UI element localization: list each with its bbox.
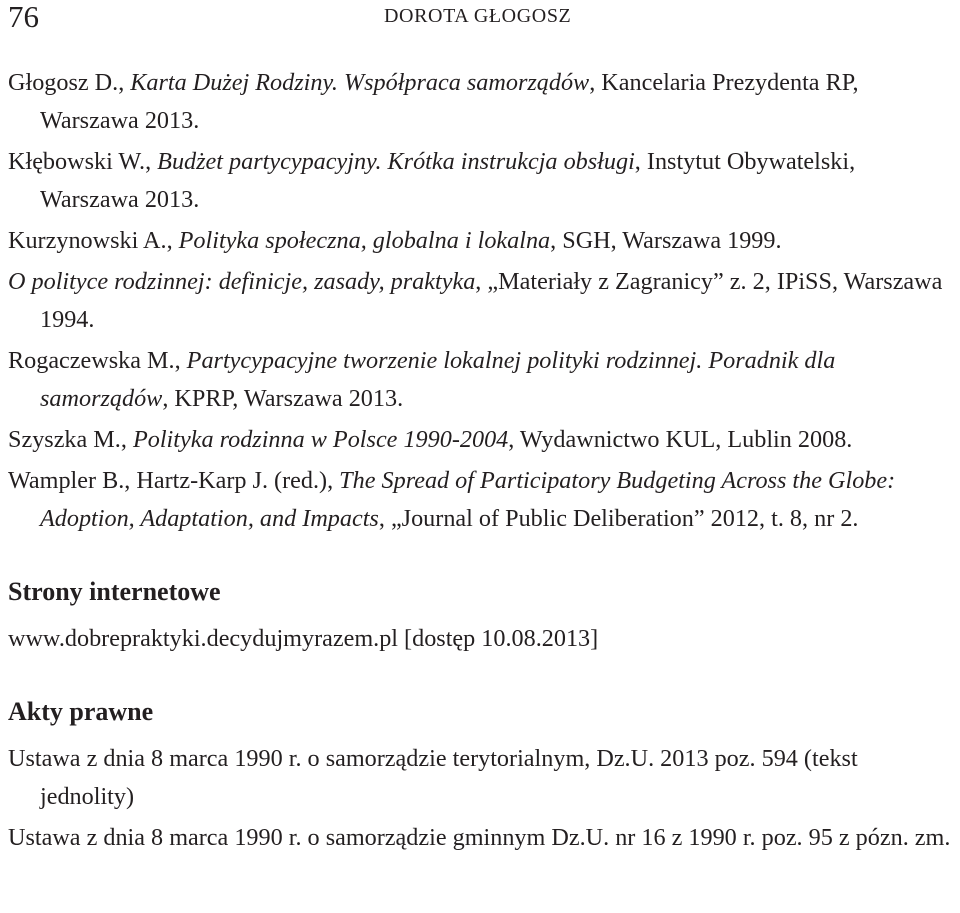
entry-details: , KPRP, Warszawa 2013.	[162, 385, 404, 412]
entry-title: Polityka rodzinna w Polsce 1990-2004	[132, 426, 509, 453]
bibliography-list	[8, 64, 956, 538]
websites-heading: Strony internetowe	[8, 577, 221, 606]
entry-author: Głogosz D.	[8, 69, 119, 96]
entry-author: Szyszka M.	[8, 426, 121, 453]
page-header	[0, 0, 960, 40]
entry-details: , Kancelaria Prezydenta RP, Warszawa 2013.	[40, 69, 859, 134]
entry-details: , Instytut Obywatelski, Warszawa 2013.	[40, 148, 856, 213]
bibliography-entry: Głogosz D., Karta Dużej Rodziny. Współpraca samorządów, Kancelaria Prezydenta RP, Warszawa 2013.	[8, 69, 859, 134]
page-number: 76	[8, 0, 39, 34]
legal-act-entry: Ustawa z dnia 8 marca 1990 r. o samorządzie gminnym Dz.U. nr 16 z 1990 r. poz. 95 z pózn. zm.	[8, 824, 951, 851]
entry-author: Wampler B., Hartz-Karp J. (red.)	[8, 467, 328, 494]
entry-title: Polityka społeczna, globalna i lokalna	[178, 227, 551, 254]
entry-author: Kurzynowski A.	[8, 227, 167, 254]
entry-author: Rogaczewska M.	[8, 347, 175, 374]
entry-title: Partycypacyjne tworzenie lokalnej polityki rodzinnej. Poradnik dla samorządów	[40, 347, 836, 412]
entry-title: The Spread of Participatory Budgeting Across the Globe: Adoption, Adaptation, and Impacts	[40, 467, 896, 532]
bibliography-entry: Szyszka M., Polityka rodzinna w Polsce 1990-2004, Wydawnictwo KUL, Lublin 2008.	[8, 426, 853, 453]
page-body	[8, 64, 956, 860]
bibliography-entry: Kurzynowski A., Polityka społeczna, globalna i lokalna, SGH, Warszawa 1999.	[8, 227, 782, 254]
entry-title: O polityce rodzinnej: definicje, zasady, praktyka	[8, 268, 476, 295]
bibliography-entry: Rogaczewska M., Partycypacyjne tworzenie lokalnej polityki rodzinnej. Poradnik dla samorządów, KPRP, Warszawa 2013.	[8, 347, 836, 412]
entry-details: , SGH, Warszawa 1999.	[550, 227, 782, 254]
entry-title: Budżet partycypacyjny. Krótka instrukcja obsługi	[157, 148, 635, 175]
bibliography-entry: Wampler B., Hartz-Karp J. (red.), The Spread of Participatory Budgeting Across the Globe: Adoption, Adaptation, and Impacts, „Journal of Public Deliberation” 2012, t. 8, nr 2.	[8, 467, 896, 532]
entry-details: , Wydawnictwo KUL, Lublin 2008.	[508, 426, 853, 453]
website-entry: www.dobrepraktyki.decydujmyrazem.pl [dostęp 10.08.2013]	[8, 625, 599, 652]
bibliography-entry	[8, 263, 956, 339]
running-head: DOROTA GŁOGOSZ	[384, 5, 572, 27]
legal-acts-heading: Akty prawne	[8, 697, 154, 726]
entry-details: , „Journal of Public Deliberation” 2012, t. 8, nr 2.	[378, 505, 859, 532]
entry-details: , „Materiały z Zagranicy” z. 2, IPiSS, Warszawa 1994.	[40, 268, 943, 333]
entry-author: Kłębowski W.	[8, 148, 146, 175]
legal-act-entry: Ustawa z dnia 8 marca 1990 r. o samorządzie terytorialnym, Dz.U. 2013 poz. 594 (tekst jednolity)	[8, 745, 858, 810]
bibliography-entry: Kłębowski W., Budżet partycypacyjny. Krótka instrukcja obsługi, Instytut Obywatelski, Warszawa 2013.	[8, 148, 856, 213]
entry-title: Karta Dużej Rodziny. Współpraca samorządów	[130, 69, 590, 96]
